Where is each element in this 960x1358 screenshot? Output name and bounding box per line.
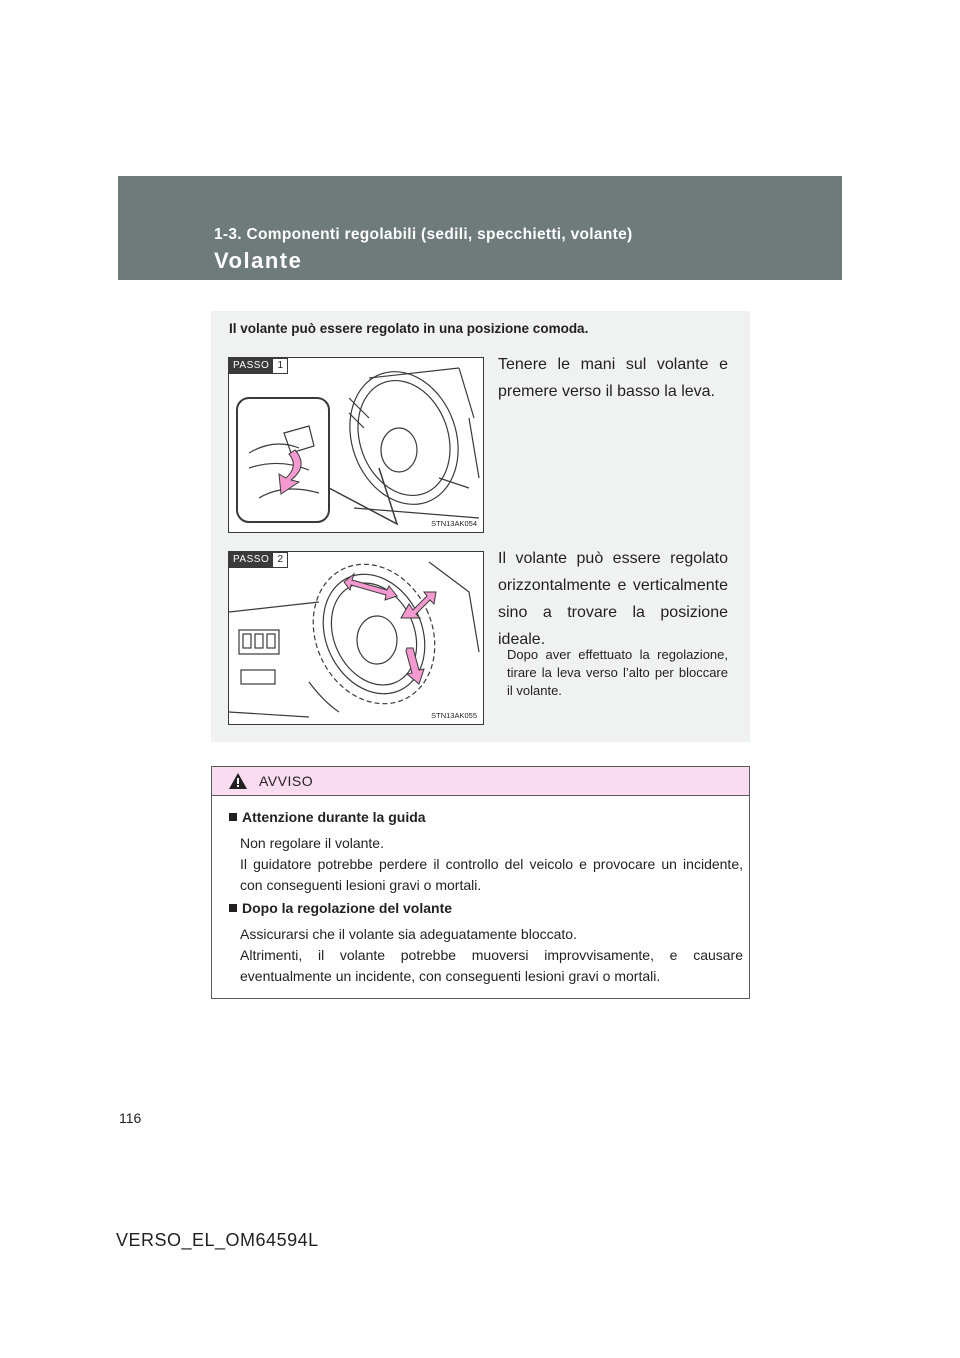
step-1-text: Tenere le mani sul volante e premere verso il basso la leva.	[498, 356, 728, 400]
figure-code: STN13AK055	[431, 711, 477, 720]
warning-item-title: Dopo la regolazione del volante	[229, 900, 452, 916]
section-header	[118, 176, 842, 280]
steering-adjust-illustration	[229, 552, 483, 724]
step-2-illustration	[228, 551, 484, 725]
page-title: Volante	[214, 248, 303, 273]
step-2-text: Il volante può essere regolato orizzontalmente e verticalmente sino a trovare la posizione ideale.	[498, 550, 728, 648]
step-2-note: Dopo aver effettuato la regolazione, tirare la leva verso l’alto per bloccare il volante.	[507, 647, 728, 698]
step-2-badge: PASSO 2	[229, 552, 288, 568]
warning-item-line: Il guidatore potrebbe perdere il controllo del veicolo e provocare un incidente, con conseguenti lesioni gravi o mortali.	[240, 856, 743, 893]
page-number: 116	[119, 1110, 142, 1126]
warning-header	[212, 767, 749, 796]
section-title: 1-3. Componenti regolabili (sedili, specchietti, volante)	[214, 226, 633, 243]
warning-item-title: Attenzione durante la guida	[229, 809, 426, 825]
warning-box	[211, 766, 750, 999]
instruction-panel	[211, 311, 750, 742]
document-code: VERSO_EL_OM64594L	[116, 1230, 319, 1250]
warning-triangle-icon	[229, 773, 247, 789]
steering-lever-illustration	[229, 358, 483, 532]
warning-item-line: Assicurarsi che il volante sia adeguatamente bloccato.	[240, 926, 577, 942]
figure-code: STN13AK054	[431, 519, 477, 528]
warning-label: AVVISO	[259, 773, 314, 789]
intro-text: Il volante può essere regolato in una posizione comoda.	[229, 321, 589, 336]
warning-item-line: Altrimenti, il volante potrebbe muoversi improvvisamente, e causare eventualmente un incidente, con conseguenti lesioni gravi o mortali.	[240, 947, 743, 984]
step-1-illustration	[228, 357, 484, 533]
warning-item-line: Non regolare il volante.	[240, 835, 384, 851]
step-1-badge: PASSO 1	[229, 358, 288, 374]
